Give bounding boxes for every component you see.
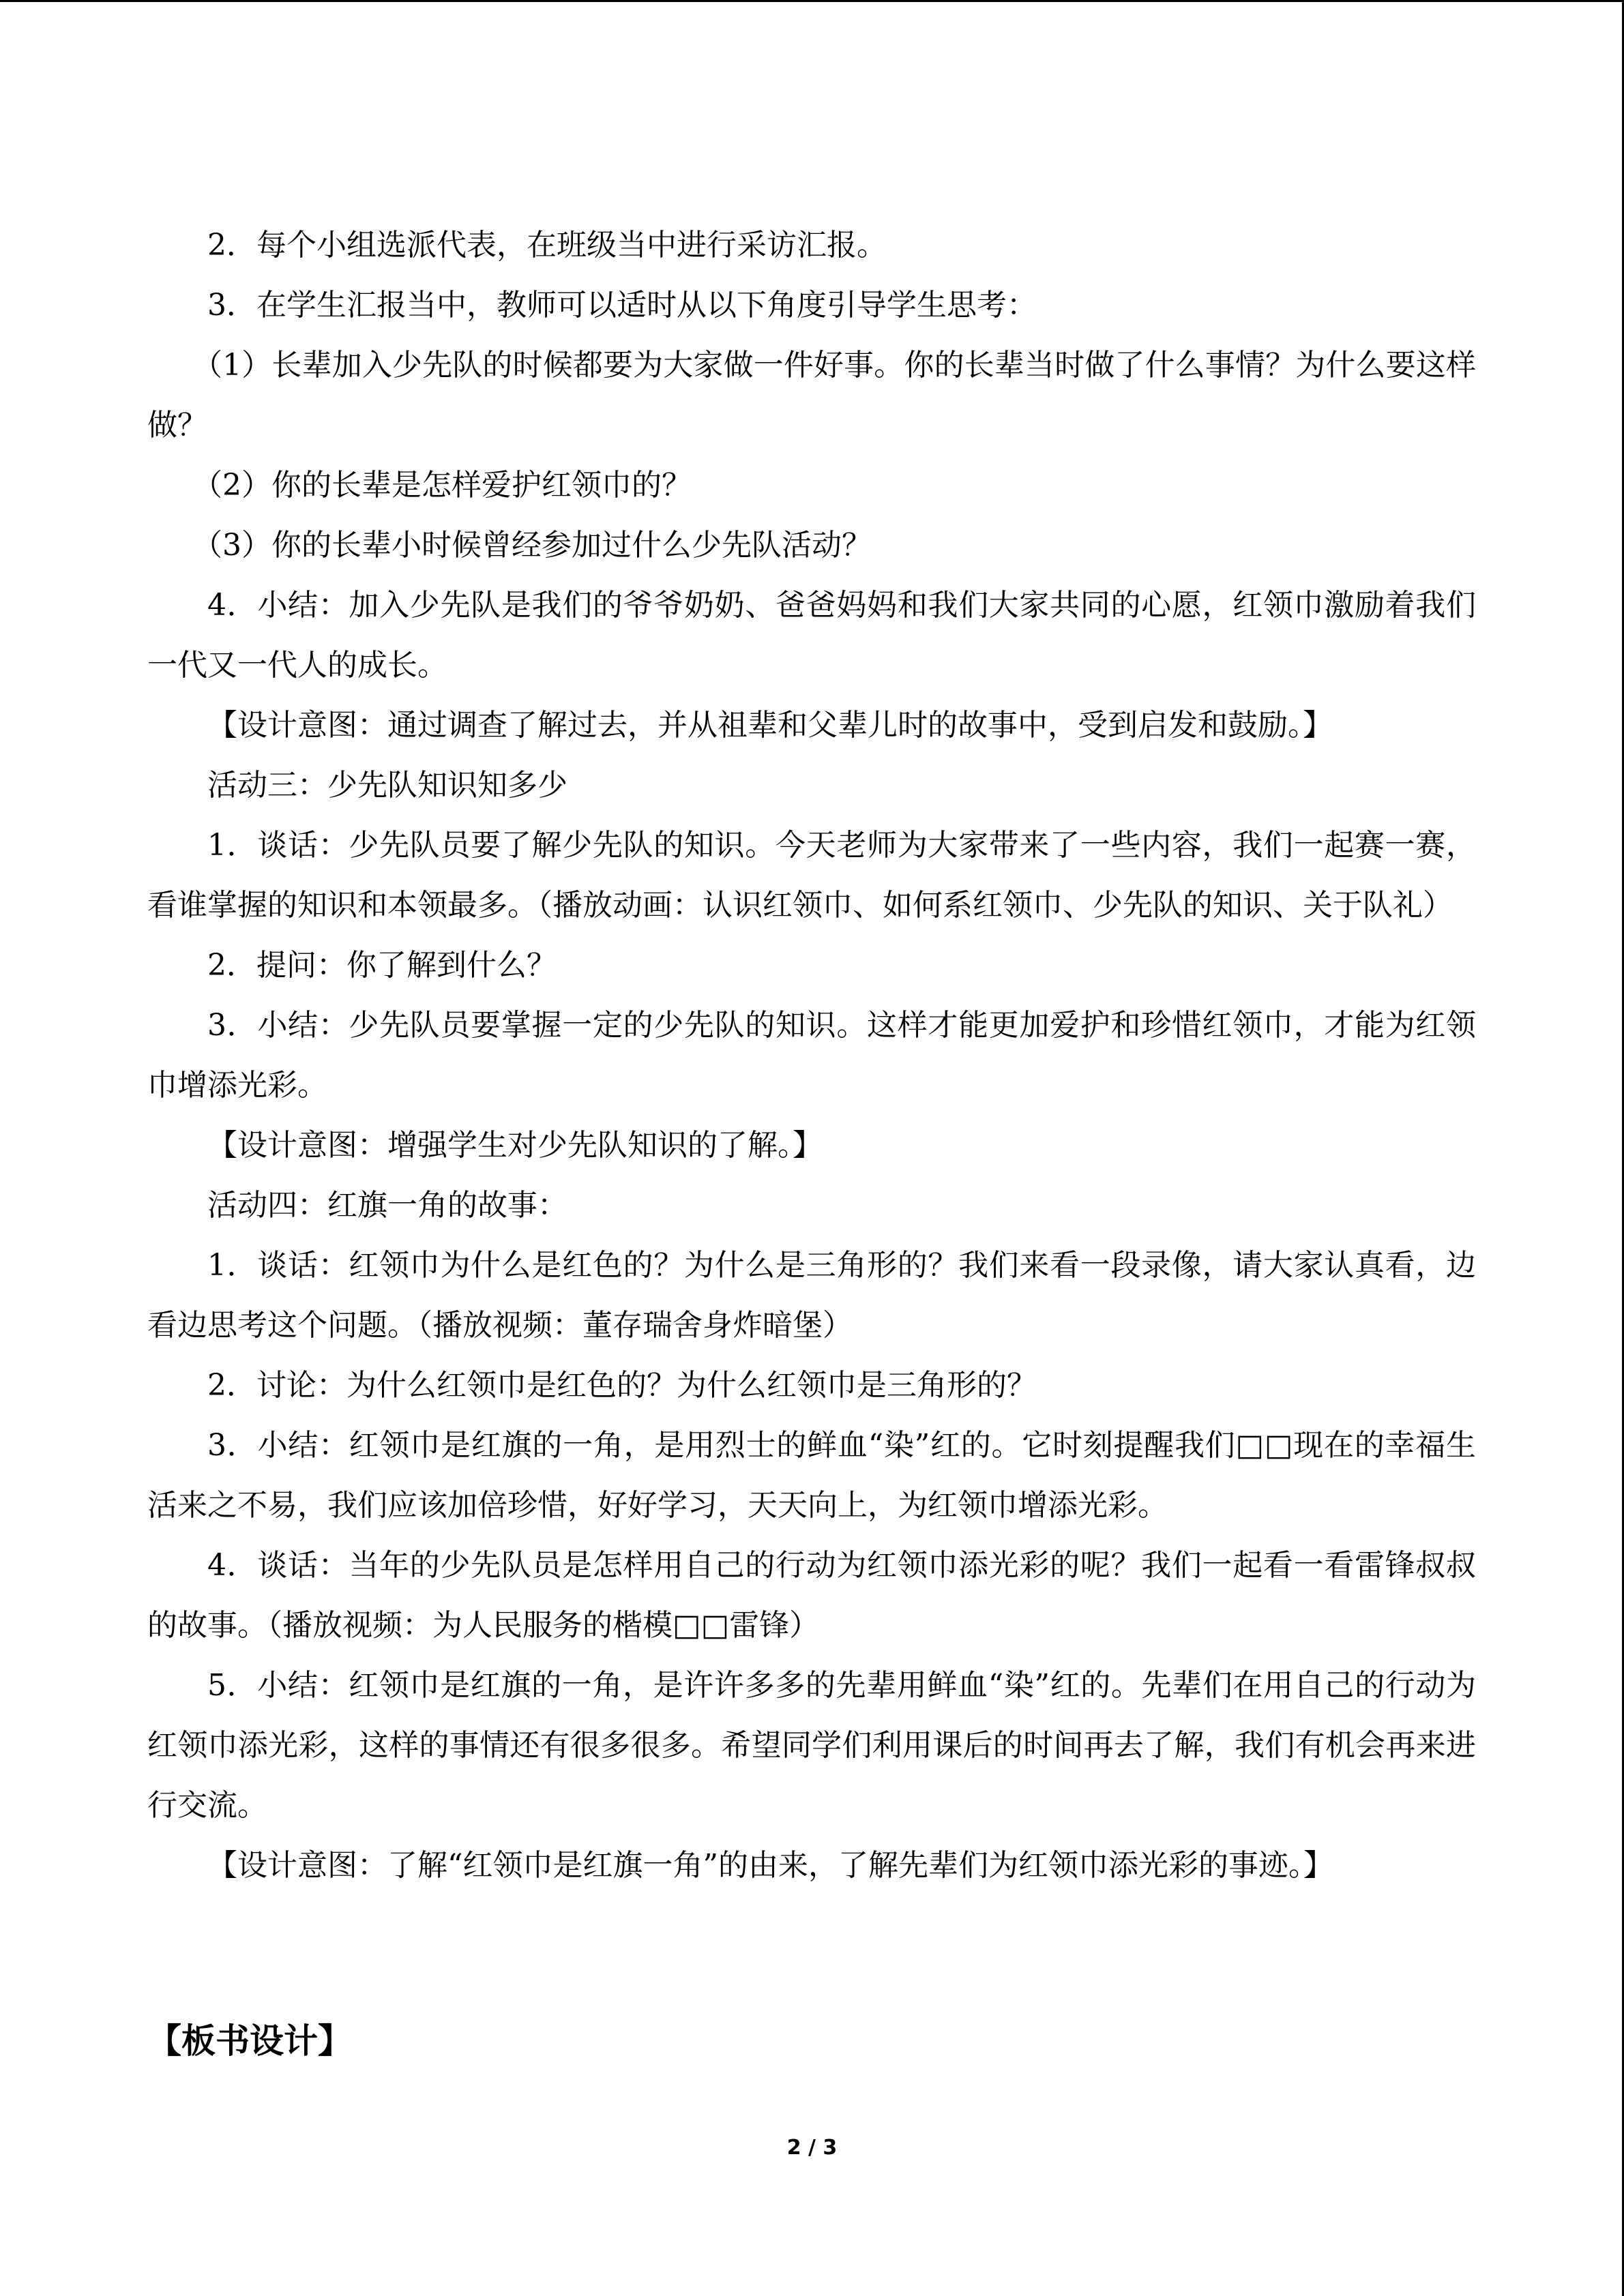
paragraph: （3）你的长辈小时候曾经参加过什么少先队活动？ [192,528,872,563]
section-heading: 【板书设计】 [147,2021,352,2061]
paragraph: 5．小结：红领巾是红旗的一角，是许许多多的先辈用鲜血“染”红的。先辈们在用自己的行动为红领巾添光彩，这样的事情还有很多很多。希望同学们利用课后的时间再去了解，我们有机会再来进行交流。 [147,1668,1476,1823]
paragraph: 1．谈话：少先队员要了解少先队的知识。今天老师为大家带来了一些内容，我们一起赛一赛，看谁掌握的知识和本领最多。（播放动画：认识红领巾、如何系红领巾、少先队的知识、关于队礼） [147,828,1476,923]
design-intent-note: 【设计意图：增强学生对少先队知识的了解。】 [207,1128,823,1163]
paragraph: （2）你的长辈是怎样爱护红领巾的？ [192,468,692,503]
paragraph: 2．讨论：为什么红领巾是红色的？为什么红领巾是三角形的？ [207,1368,1037,1403]
paragraph: （1）长辈加入少先队的时候都要为大家做一件好事。你的长辈当时做了什么事情？为什么要这样做？ [147,348,1476,443]
document-body [147,215,1476,1896]
paragraph: 3．小结：红领巾是红旗的一角，是用烈士的鲜血“染”红的。它时刻提醒我们□□现在的幸福生活来之不易，我们应该加倍珍惜，好好学习，天天向上，为红领巾增添光彩。 [147,1428,1476,1523]
paragraph: 4．小结：加入少先队是我们的爷爷奶奶、爸爸妈妈和我们大家共同的心愿，红领巾激励着我们一代又一代人的成长。 [147,588,1476,683]
activity-heading: 活动三：少先队知识知多少 [207,768,567,803]
activity-heading: 活动四：红旗一角的故事： [207,1188,567,1223]
paragraph: 3．小结：少先队员要掌握一定的少先队的知识。这样才能更加爱护和珍惜红领巾，才能为红领巾增添光彩。 [147,1008,1476,1103]
paragraph: 1．谈话：红领巾为什么是红色的？为什么是三角形的？我们来看一段录像，请大家认真看，边看边思考这个问题。（播放视频：董存瑞舍身炸暗堡） [147,1248,1476,1343]
paragraph: 4．谈话：当年的少先队员是怎样用自己的行动为红领巾添光彩的呢？我们一起看一看雷锋叔叔的故事。（播放视频：为人民服务的楷模□□雷锋） [147,1548,1476,1643]
design-intent-note: 【设计意图：通过调查了解过去，并从祖辈和父辈儿时的故事中，受到启发和鼓励。】 [207,708,1333,743]
paragraph: 2．提问：你了解到什么？ [207,948,557,983]
design-intent-note: 【设计意图：了解“红领巾是红旗一角”的由来，了解先辈们为红领巾添光彩的事迹。】 [207,1848,1333,1883]
paragraph: 3．在学生汇报当中，教师可以适时从以下角度引导学生思考： [207,288,1037,323]
page-number: 2 / 3 [786,2136,838,2160]
paragraph: 2．每个小组选派代表，在班级当中进行采访汇报。 [207,228,887,263]
